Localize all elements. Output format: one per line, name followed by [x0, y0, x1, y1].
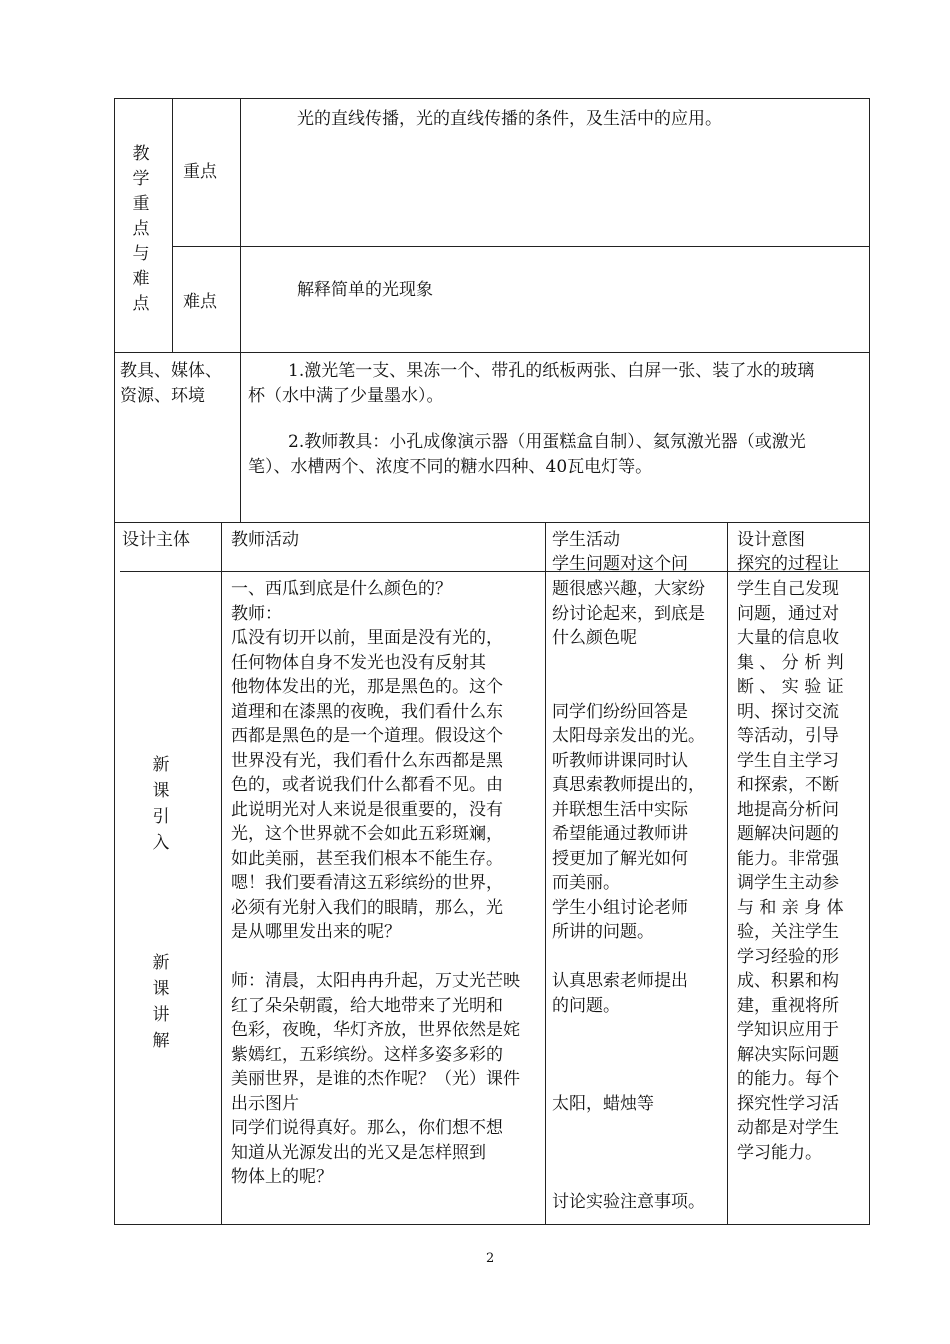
text-line: 是从哪里发出来的呢？ [231, 922, 401, 942]
text-line: 明、探讨交流 [737, 701, 839, 722]
text-line: 学生自己发现 [737, 579, 839, 599]
content-column-divider [240, 98, 241, 353]
text-line: 学习经验的形 [737, 946, 839, 967]
page-number: 2 [486, 1251, 495, 1266]
intent-overflow-line: 探究的过程让 [737, 554, 839, 574]
text-line: 红了朵朵朝霞，给大地带来了光明和 [231, 995, 503, 1016]
text-line: 色彩，夜晚，华灯齐放，世界依然是姹 [231, 1020, 520, 1040]
resources-item1-line2: 杯（水中满了少量墨水）。 [248, 386, 444, 406]
teacher-column-divider [545, 522, 546, 1225]
text-line: 必须有光射入我们的眼睛，那么，光 [231, 897, 503, 918]
text-line: 同学们说得真好。那么，你们想不想 [231, 1118, 503, 1138]
resources-item1-line1: 1.激光笔一支、果冻一个、带孔的纸板两张、白屏一张、装了水的玻璃 [288, 361, 815, 381]
resources-item2-line1: 2.教师教具：小孔成像演示器（用蛋糕盒自制）、氦氖激光器（或激光 [288, 432, 806, 452]
text-line: 认真思索老师提出 [552, 971, 688, 991]
text-line: 真思索教师提出的， [552, 775, 705, 795]
category-label-vertical: 教学重点与难点 [132, 144, 150, 314]
text-line: 太阳，蜡烛等 [552, 1093, 654, 1114]
text-line: 解决实际问题 [737, 1044, 839, 1065]
text-line: 题很感兴趣，大家纷 [552, 579, 705, 599]
student-column-divider [727, 522, 728, 1225]
text-line: 任何物体自身不发光也没有反射其 [231, 652, 486, 673]
text-line: 探究性学习活 [737, 1093, 839, 1114]
resources-label-line1: 教具、媒体、 [120, 361, 222, 381]
subject-lecture-vertical: 新课讲解 [152, 953, 170, 1051]
text-line: 集 、 分 析 判 [737, 652, 844, 673]
difficulty-text: 解释简单的光现象 [297, 280, 433, 300]
table-top-border [114, 98, 870, 99]
text-line: 师：清晨，太阳冉冉升起，万丈光芒映 [231, 971, 520, 991]
text-line: 能力。非常强 [737, 848, 839, 869]
text-line: 学生自主学习 [737, 750, 839, 771]
header-subject: 设计主体 [122, 530, 190, 550]
text-line: 什么颜色呢 [552, 628, 637, 648]
table-left-border [114, 98, 115, 1225]
text-line: 动都是对学生 [737, 1118, 839, 1138]
text-line: 教师： [231, 603, 282, 624]
text-line: 美丽世界，是谁的杰作呢？（光）课件 [231, 1069, 520, 1089]
text-line: 建，重视将所 [737, 995, 839, 1016]
resources-label-line2: 资源、环境 [120, 386, 205, 406]
text-line: 成、积累和构 [737, 971, 839, 991]
text-line: 验，关注学生 [737, 922, 839, 942]
key-point-label: 重点 [183, 162, 217, 182]
text-line: 希望能通过教师讲 [552, 824, 688, 844]
resources-item2-line2: 笔）、水槽两个、浓度不同的糖水四种、40瓦电灯等。 [248, 457, 653, 477]
table-right-border [869, 98, 870, 1225]
subject-intro-vertical: 新课引入 [152, 755, 170, 853]
text-line: 瓜没有切开以前，里面是没有光的， [231, 628, 503, 648]
text-line: 授更加了解光如何 [552, 848, 688, 869]
header-intent: 设计意图 [737, 530, 805, 550]
text-line: 调学生主动参 [737, 873, 839, 893]
text-line: 问题，通过对 [737, 603, 839, 624]
header-student: 学生活动 [552, 530, 620, 550]
section-divider-resources [114, 352, 870, 353]
text-line: 太阳母亲发出的光。 [552, 726, 705, 746]
text-line: 题解决问题的 [737, 824, 839, 844]
text-line: 色的，或者说我们什么都看不见。由 [231, 775, 503, 795]
text-line: 纷讨论起来，到底是 [552, 603, 705, 624]
text-line: 学生小组讨论老师 [552, 897, 688, 918]
text-line: 出示图片 [231, 1093, 299, 1114]
text-line: 听教师讲课同时认 [552, 750, 688, 771]
text-line: 物体上的呢？ [231, 1167, 333, 1187]
text-line: 知道从光源发出的光又是怎样照到 [231, 1142, 486, 1163]
resources-column-divider [240, 352, 241, 522]
text-line: 世界没有光，我们看什么东西都是黑 [231, 750, 503, 771]
text-line: 与 和 亲 身 体 [737, 897, 844, 918]
text-line: 大量的信息收 [737, 628, 839, 648]
text-line: 道理和在漆黑的夜晚，我们看什么东 [231, 701, 503, 722]
text-line: 紫嫣红，五彩缤纷。这样多姿多彩的 [231, 1044, 503, 1065]
difficulty-label: 难点 [183, 292, 217, 312]
key-point-text: 光的直线传播，光的直线传播的条件，及生活中的应用。 [297, 109, 722, 129]
text-line: 和探索，不断 [737, 775, 839, 795]
text-line: 此说明光对人来说是很重要的，没有 [231, 799, 503, 820]
text-line: 并联想生活中实际 [552, 799, 688, 820]
text-line: 讨论实验注意事项。 [552, 1191, 705, 1212]
text-line: 一、西瓜到底是什么颜色的？ [231, 579, 452, 599]
header-teacher: 教师活动 [231, 530, 299, 550]
label-column-divider [172, 98, 173, 353]
text-line: 的能力。每个 [737, 1069, 839, 1089]
section-divider-table [114, 522, 870, 523]
text-line: 光，这个世界就不会如此五彩斑斓， [231, 824, 503, 844]
text-line: 的问题。 [552, 995, 620, 1016]
text-line: 学知识应用于 [737, 1020, 839, 1040]
text-line: 学习能力。 [737, 1142, 822, 1163]
text-line: 西都是黑色的是一个道理。假设这个 [231, 726, 503, 746]
text-line: 同学们纷纷回答是 [552, 701, 688, 722]
text-line: 断 、 实 验 证 [737, 677, 844, 697]
table-bottom-border [114, 1224, 870, 1225]
keypoint-difficulty-divider [172, 246, 870, 247]
text-line: 他物体发出的光，那是黑色的。这个 [231, 677, 503, 697]
text-line: 如此美丽，甚至我们根本不能生存。 [231, 848, 503, 869]
text-line: 等活动，引导 [737, 726, 839, 746]
text-line: 而美丽。 [552, 873, 620, 893]
student-overflow-line: 学生问题对这个问 [552, 554, 688, 574]
text-line: 所讲的问题。 [552, 922, 654, 942]
subject-column-divider [221, 522, 222, 1225]
text-line: 地提高分析问 [737, 799, 839, 820]
text-line: 嗯！我们要看清这五彩缤纷的世界， [231, 873, 503, 893]
